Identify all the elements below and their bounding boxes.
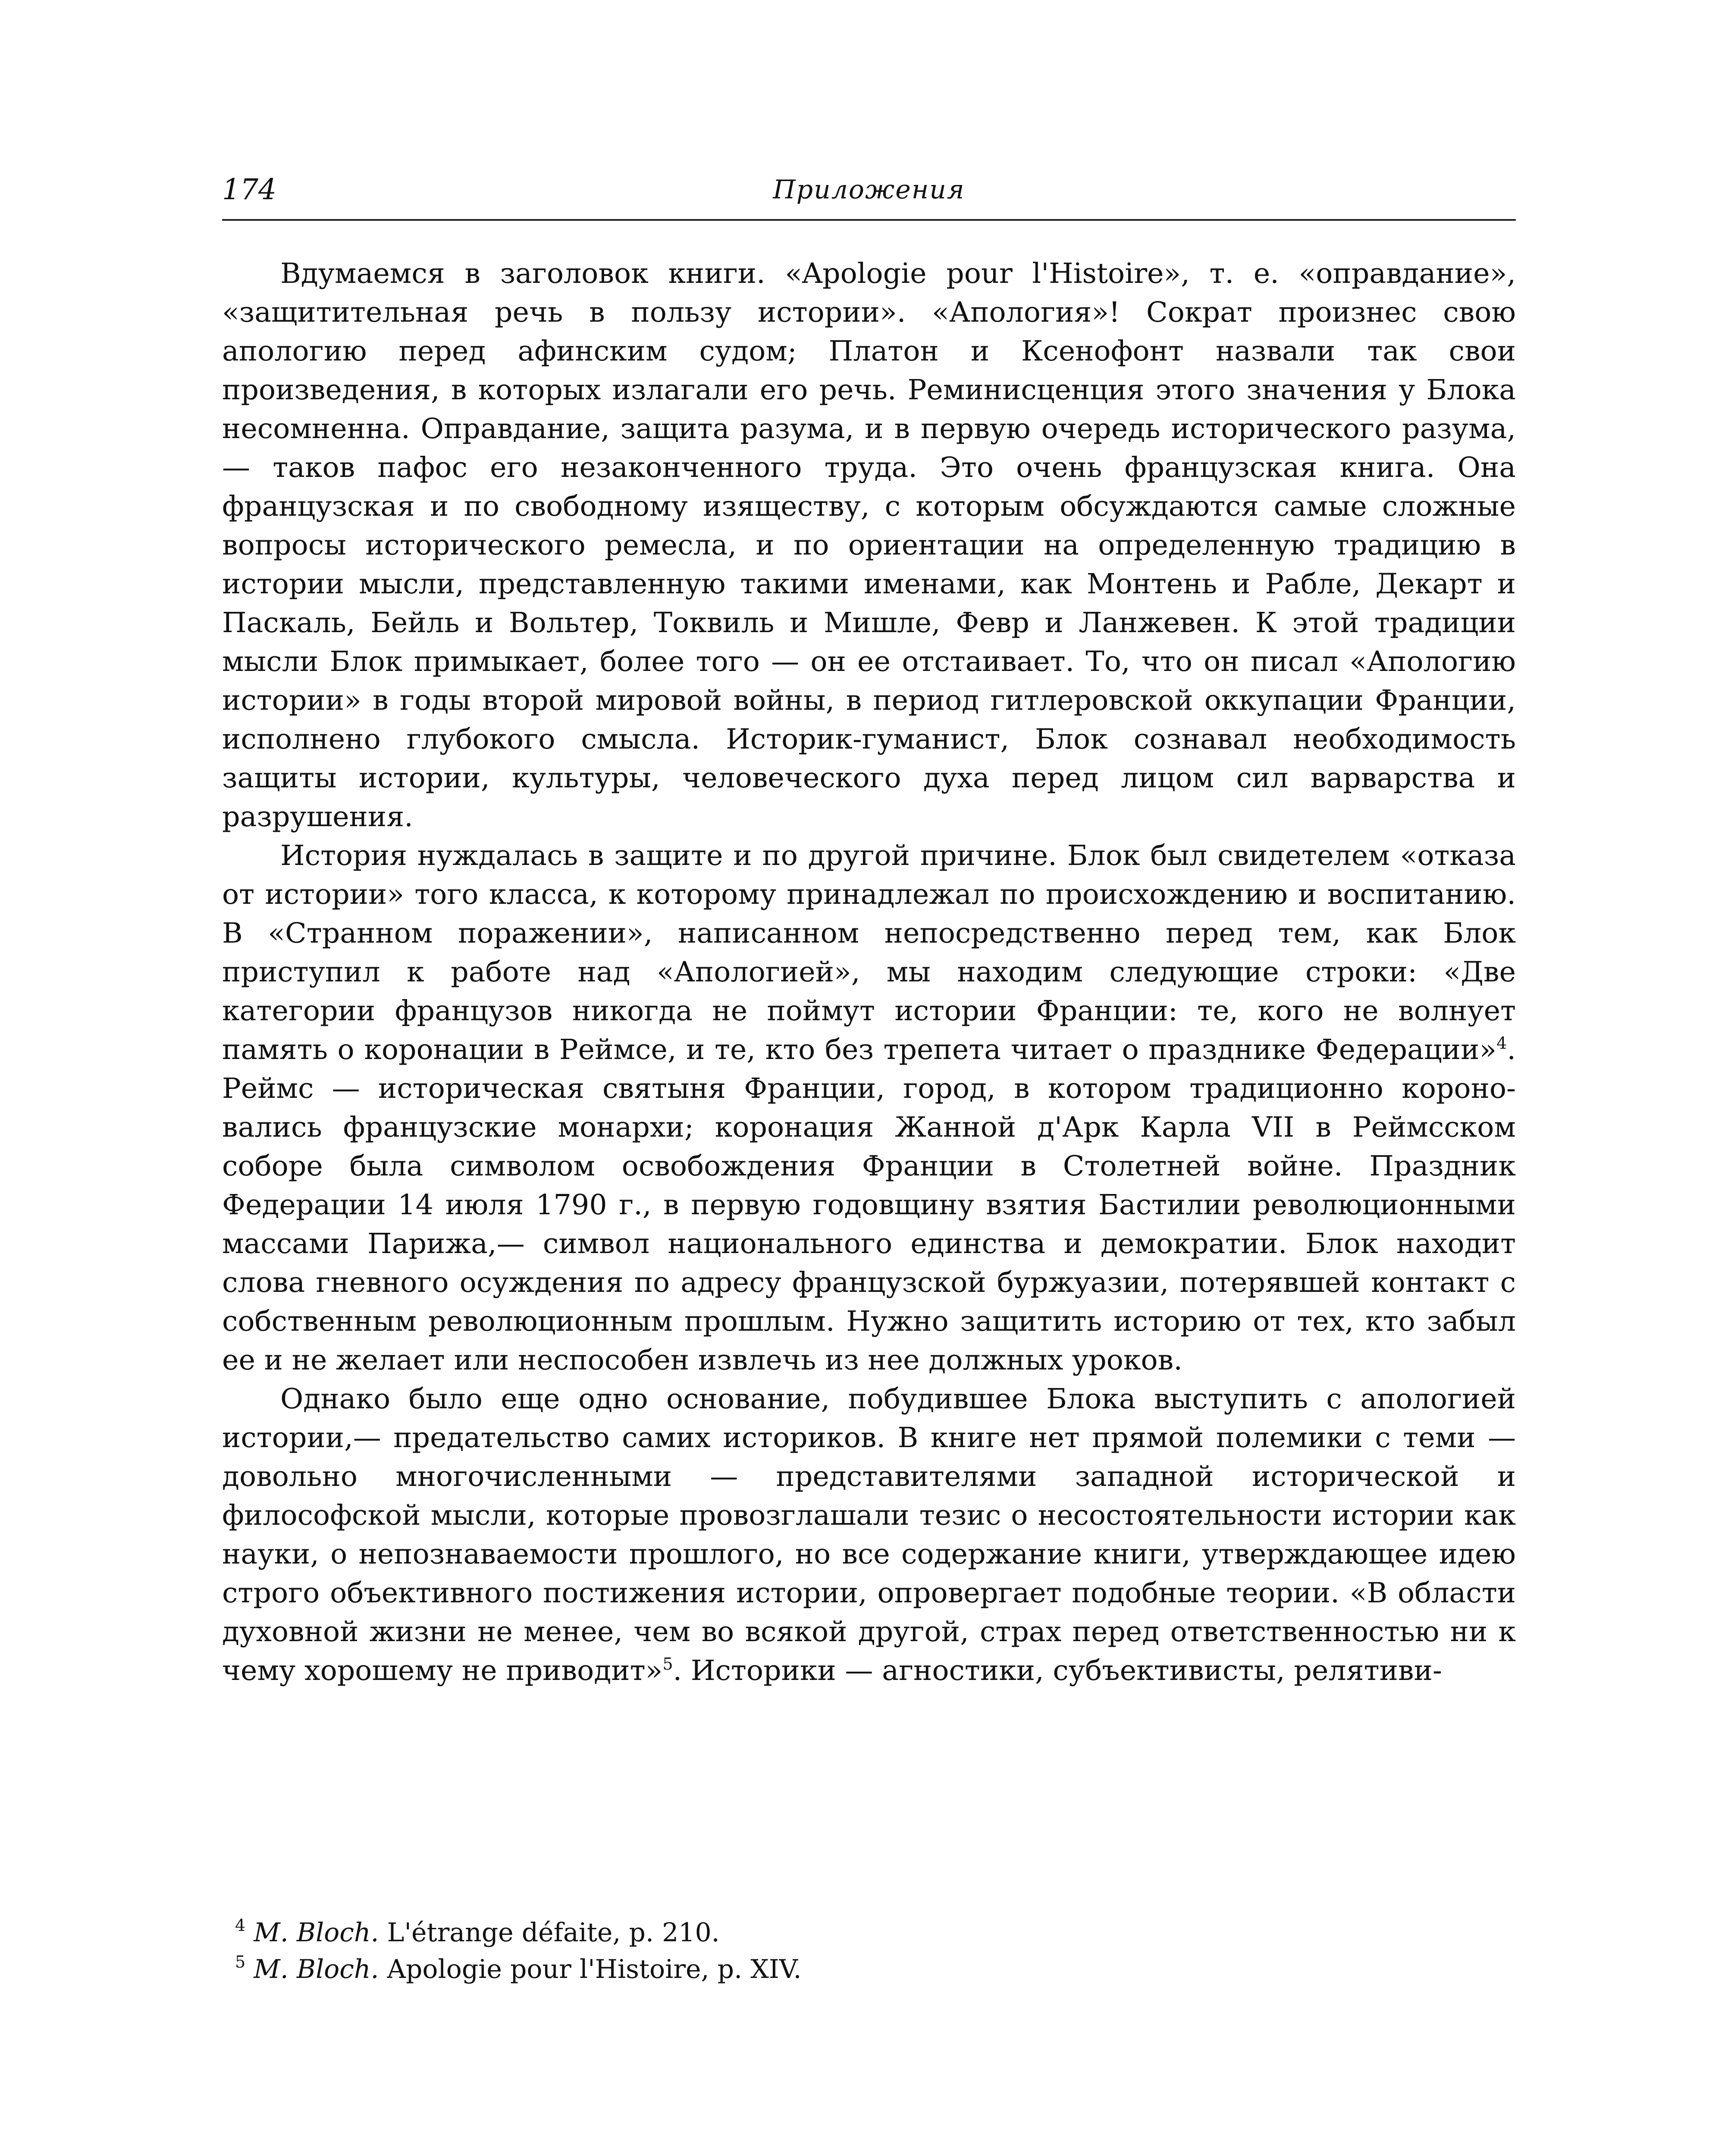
paragraph-3-text: Однако было еще одно основание, побудившее Блока выступить с апологией истории,— предательство самих историков. В книге нет прямой полемики с теми — довольно многочисленными — представителями западной исторической и философской мысли, которые провозглашали тезис о несостоятельности истории как науки, о непознаваемости прошлого, но все содержание книги, утверждающее идею строго объективного постижения истории, опровергает подобные теории. «В области духовной жизни не менее, чем во всякой другой, страх перед ответственностью ни к чему хорошему не приводит» (222, 1383, 1516, 1687)
running-title: Приложения (773, 175, 965, 205)
footnotes (222, 1915, 1516, 1988)
footnote-author: M. Bloch. (254, 1954, 379, 1984)
footnote-text: L'étrange défaite, p. 210. (387, 1918, 720, 1948)
footnote-ref-4: 4 (1496, 1034, 1507, 1053)
paragraph-2-text-cont: . Реймс — историческая святыня Франции, город, в котором традиционно короновались французские монархи; коронация Жанной д'Арк Карла VII в Реймсском соборе была символом освобождения Франции в Столетней войне. Праздник Федерации 14 июля 1790 г., в первую годовщину взятия Бастилии революционными массами Парижа,— символ национального единства и демократии. Блок находит слова гневного осуждения по адресу французской буржуазии, потерявшей контакт с собственным революционным прошлым. Нужно защитить историю от тех, кто забыл ее и не желает или неспособен извлечь из нее должных уроков. (222, 1034, 1516, 1376)
footnote-ref-5: 5 (662, 1655, 673, 1673)
footnote-author: M. Bloch. (254, 1918, 379, 1948)
paragraph-2 (222, 837, 1516, 1380)
body-text (222, 254, 1516, 1690)
paragraph-3 (222, 1380, 1516, 1690)
paragraph-1-text: Вдумаемся в заголовок книги. «Apologie pour l'Histoire», т. е. «оправдание», «защитительная речь в пользу истории». «Апология»! Сократ произнес свою апологию перед афинским судом; Платон и Ксенофонт назвали так свои произведения, в которых излагали его речь. Реминисценция этого значения у Блока несомненна. Оправдание, защита разума, и в первую очередь исторического разума,— таков пафос его незаконченного труда. Это очень французская книга. Она французская и по свободному изяществу, с которым обсуждаются самые сложные вопросы исторического ремесла, и по ориентации на определенную традицию в истории мысли, представленную такими именами, как Монтень и Рабле, Декарт и Паскаль, Бейль и Вольтер, Токвиль и Мишле, Февр и Ланжевен. К этой традиции мысли Блок примыкает, более того — он ее отстаивает. То, что он писал «Апологию истории» в годы второй мировой войны, в период гитлеровской оккупации Франции, исполнено глубокого смысла. Историк-гуманист, Блок сознавал необходимость защиты истории, культуры, человеческого духа перед лицом сил варварства и разрушения. (222, 257, 1516, 833)
footnote-5 (222, 1951, 1516, 1988)
paragraph-1 (222, 254, 1516, 837)
footnote-text: Apologie pour l'Histoire, p. XIV. (387, 1954, 802, 1984)
paragraph-2-text: История нуждалась в защите и по другой причине. Блок был свидетелем «отказа от истории» того класса, к которому принадлежал по происхождению и воспитанию. В «Странном поражении», написанном непосредственно перед тем, как Блок приступил к работе над «Апологией», мы находим следующие строки: «Две категории французов никогда не поймут истории Франции: те, кого не волнует память о коронации в Реймсе, и те, кто без трепета читает о празднике Федерации» (222, 840, 1516, 1066)
footnote-number: 5 (235, 1952, 246, 1971)
footnote-4 (222, 1915, 1516, 1951)
running-head (222, 170, 1516, 209)
paragraph-3-text-cont: . Историки — агностики, субъективисты, релятиви- (673, 1655, 1442, 1687)
page-number: 174 (222, 173, 276, 206)
footnote-number: 4 (235, 1916, 246, 1935)
header-rule (222, 219, 1516, 221)
